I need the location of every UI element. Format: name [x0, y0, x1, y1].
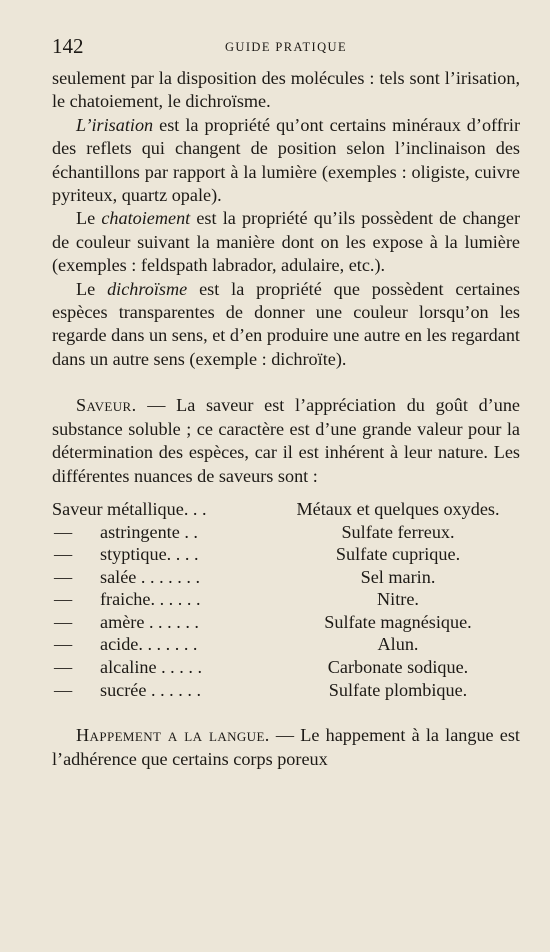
ditto-dash: — — [54, 521, 73, 542]
page-body — [52, 67, 520, 771]
saveur-label — [52, 679, 270, 702]
paragraph-continuation: seulement par la disposition des molécules : tels sont l’irisation, le chatoiement, le dichroïsme. — [52, 68, 520, 112]
saveur-name: styptique. . . . — [100, 544, 199, 565]
saveur-table — [52, 498, 520, 701]
saveur-label — [52, 611, 270, 634]
section-gap — [52, 701, 520, 724]
table-row — [52, 679, 520, 702]
saveur-example: Nitre. — [377, 589, 419, 610]
saveur-label — [52, 633, 270, 656]
section-gap — [52, 371, 520, 394]
ditto-dash: — — [54, 544, 73, 565]
ditto-dash: — — [54, 634, 73, 655]
table-row — [52, 588, 520, 611]
saveur-label — [52, 588, 270, 611]
running-head: GUIDE PRATIQUE — [224, 40, 348, 54]
term-chatoiement: chatoiement — [101, 208, 191, 229]
saveur-label — [52, 543, 270, 566]
saveur-example: Carbonate sodique. — [327, 657, 469, 678]
saveur-label — [52, 521, 270, 544]
table-row — [52, 543, 520, 566]
saveur-example: Alun. — [377, 634, 419, 655]
ditto-dash: — — [54, 589, 73, 610]
paragraph-chatoiement: Le chatoiement est la propriété qu’ils possèdent de changer de couleur suivant la manière dont on les expose à la lumière (exemples : feldspath labrador, adulaire, etc.). — [52, 208, 521, 276]
saveur-name: sucrée . . . . . . — [100, 679, 202, 700]
saveur-example: Sel marin. — [360, 566, 436, 587]
saveur-name: alcaline . . . . . — [100, 657, 203, 678]
saveur-example: Sulfate ferreux. — [341, 521, 455, 542]
saveur-example: Métaux et quelques oxydes. — [296, 498, 500, 519]
heading-happement: Happement a la langue. — [76, 725, 270, 746]
saveur-example: Sulfate magnésique. — [324, 611, 472, 632]
saveur-name: fraiche. . . . . . — [100, 589, 201, 610]
table-row — [52, 633, 520, 656]
paragraph-dichroisme: Le dichroïsme est la propriété que possèdent certaines espèces transparentes de donner une couleur lorsqu’on les regarde dans un sens, et d’en produire une autre en les regardant dans un autre sens (exemple : dichroïte). — [52, 278, 521, 369]
saveur-label — [52, 498, 270, 521]
saveur-label — [52, 656, 270, 679]
saveur-label — [52, 566, 270, 589]
term-dichroisme: dichroïsme — [107, 278, 188, 299]
saveur-example: Sulfate plombique. — [328, 679, 468, 700]
table-row — [52, 566, 520, 589]
paragraph-saveur: Saveur. — La saveur est l’appréciation du goût d’une substance soluble ; ce caractère est d’une grande valeur pour la détermination des espèces, car il est inhérent à leur nature. Les différentes nuances de saveurs sont : — [52, 395, 520, 486]
table-row — [52, 656, 520, 679]
term-irisation: L’irisation — [76, 114, 154, 135]
paragraph-irisation: L’irisation est la propriété qu’ont certains minéraux d’offrir des reflets qui changent de position selon l’inclinaison des échantillons par rapport à la lumière (exemples : oligiste, cuivre pyriteux, quartz opale). — [52, 114, 520, 206]
table-row — [52, 611, 520, 634]
table-row — [52, 521, 520, 544]
saveur-name: amère . . . . . . — [100, 611, 199, 632]
ditto-dash: — — [54, 611, 73, 632]
ditto-dash: — — [54, 657, 73, 678]
table-row — [52, 498, 520, 521]
page-number: 142 — [52, 34, 84, 58]
saveur-name: astringente . . — [100, 521, 198, 542]
saveur-name: acide. . . . . . . — [100, 634, 198, 655]
saveur-name: Saveur métallique. . . — [52, 498, 207, 519]
ditto-dash: — — [54, 566, 73, 587]
paragraph-happement: Happement a la langue. — Le happement à la langue est l’adhérence que certains corps poreux — [52, 725, 520, 769]
saveur-example: Sulfate cuprique. — [335, 544, 461, 565]
ditto-dash: — — [54, 679, 73, 700]
heading-saveur: Saveur. — [76, 395, 137, 416]
saveur-name: salée . . . . . . . — [100, 566, 201, 587]
page-header — [52, 34, 520, 64]
